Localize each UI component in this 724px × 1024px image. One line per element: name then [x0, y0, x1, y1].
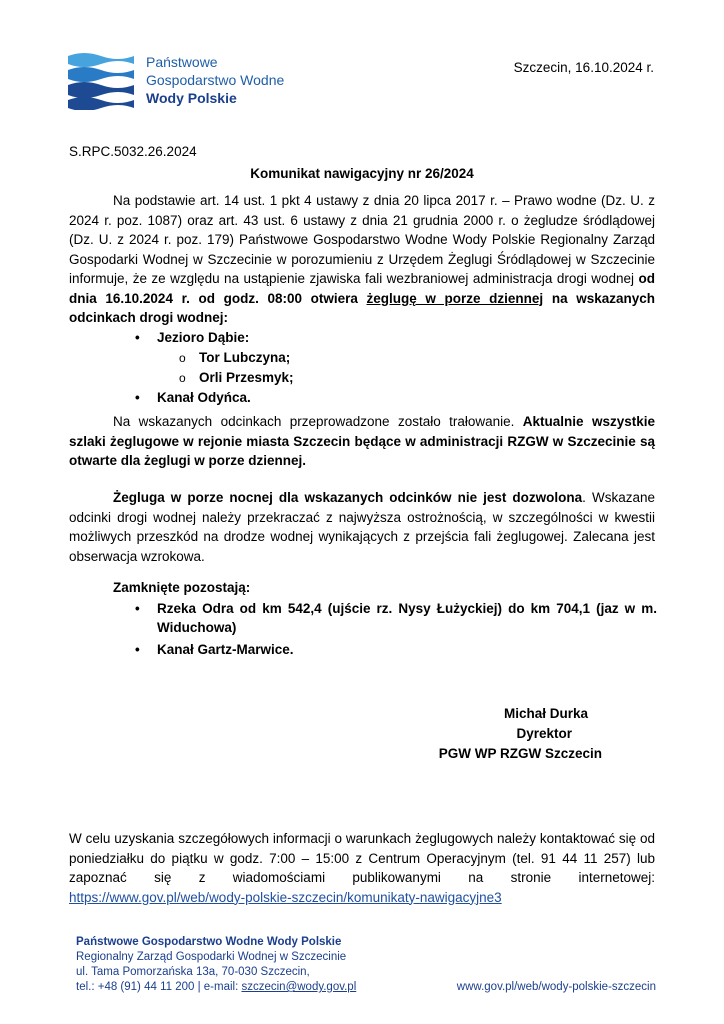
list-item: o Orli Przesmyk;: [199, 370, 294, 385]
list-item: • Jezioro Dąbie:: [157, 328, 657, 348]
waves-logo-icon: [68, 52, 134, 110]
closed-sections-list: [157, 600, 657, 664]
logo-line-2: Gospodarstwo Wodne: [146, 72, 285, 88]
reference-number: S.RPC.5032.26.2024: [69, 144, 197, 159]
p3-bold: Żegluga w porze nocnej dla wskazanych odcinków nie jest dozwolona: [113, 490, 583, 505]
signature-org: PGW WP RZGW Szczecin: [438, 746, 602, 761]
p1-text: Na podstawie art. 14 ust. 1 pkt 4 ustawy z dnia 20 lipca 2017 r. – Prawo wodne (Dz. U. z 2024 r. poz. 1087) oraz art. 43 ust. 6 ustawy z dnia 21 grudnia 2000 r. o żegludze śródlądowej (Dz. U. z 2024 r. poz. 179) Państwowe Gospodarstwo Wodne Wody Polskie Regionalny Zarząd Gospodarki Wodnej w Szczecinie w porozumieniu z Urzędem Żeglugi Śródlądowej w Szczecinie informuje, że ze względu na ustąpienie zjawiska fali wezbraniowej administracja drogi wodnej: [69, 193, 655, 286]
list-item: • Rzeka Odra od km 542,4 (ujście rz. Nysy Łużyckiej) do km 704,1 (jaz w m. Widuchowa): [157, 600, 657, 637]
p2-bold: Aktualnie wszystkie szlaki żeglugowe w rejonie miasta Szczecin będące w administracji RZGW w Szczecinie są otwarte dla żeglugi w porze dziennej.: [69, 414, 655, 468]
list-item: o Tor Lubczyna;: [199, 350, 290, 365]
document-date: Szczecin, 16.10.2024 r.: [513, 60, 654, 75]
signature-name: Michał Durka: [503, 706, 588, 721]
paragraph-night-navigation: [69, 488, 655, 566]
footer-website: www.gov.pl/web/wody-polskie-szczecin: [456, 981, 656, 993]
logo-line-1: Państwowe: [146, 54, 218, 70]
p1-underlined: żeglugę w porze dziennej: [366, 290, 544, 306]
footer: [76, 935, 656, 995]
open-sections-list: [157, 328, 657, 408]
paragraph-trawling: [69, 412, 655, 471]
footer-unit: Regionalny Zarząd Gospodarki Wodnej w Szczecinie: [76, 951, 347, 963]
footer-address: ul. Tama Pomorzańska 13a, 70-030 Szczecin,: [76, 966, 310, 978]
announcements-link[interactable]: https://www.gov.pl/web/wody-polskie-szczecin/komunikaty-nawigacyjne3: [69, 889, 502, 905]
document-title: Komunikat nawigacyjny nr 26/2024: [250, 166, 474, 181]
footer-phone: tel.: +48 (91) 44 11 200 | e-mail:: [76, 981, 242, 993]
logo: [68, 52, 298, 112]
list-item: • Kanał Odyńca.: [157, 388, 657, 408]
footer-email-link[interactable]: szczecin@wody.gov.pl: [241, 981, 357, 993]
contact-text: W celu uzyskania szczegółowych informacji o warunkach żeglugowych należy kontaktować się od poniedziałku do piątku w godz. 7:00 – 15:00 z Centrum Operacyjnym (tel. 91 44 11 257) lub zapoznać się z wiadomościami publikowanymi na stronie internetowej:: [69, 831, 655, 885]
p1-bold-end: na wskazanych odcinkach drogi wodnej:: [69, 290, 655, 325]
paragraph-legal-basis: [69, 191, 655, 328]
list-item: • Kanał Gartz-Marwice.: [157, 641, 657, 660]
signature-role: Dyrektor: [516, 726, 572, 741]
contact-paragraph: [69, 829, 655, 907]
p1-bold: od dnia 16.10.2024 r. od godz. 08:00 otwiera: [69, 271, 655, 306]
logo-line-3: Wody Polskie: [146, 90, 237, 106]
p2-text: Na wskazanych odcinkach przeprowadzone zostało trałowanie.: [113, 414, 523, 429]
closed-heading: Zamknięte pozostają:: [113, 580, 251, 595]
footer-org-name: Państwowe Gospodarstwo Wodne Wody Polskie: [76, 936, 342, 948]
p3-text: . Wskazane odcinki drogi wodnej należy przekraczać z najwyższa ostrożnością, w szczególności w kwestii możliwych przeszkód na drodze wodnej wynikających z przejścia fali żeglugowej. Zalecana jest obserwacja wzrokowa.: [69, 490, 655, 564]
